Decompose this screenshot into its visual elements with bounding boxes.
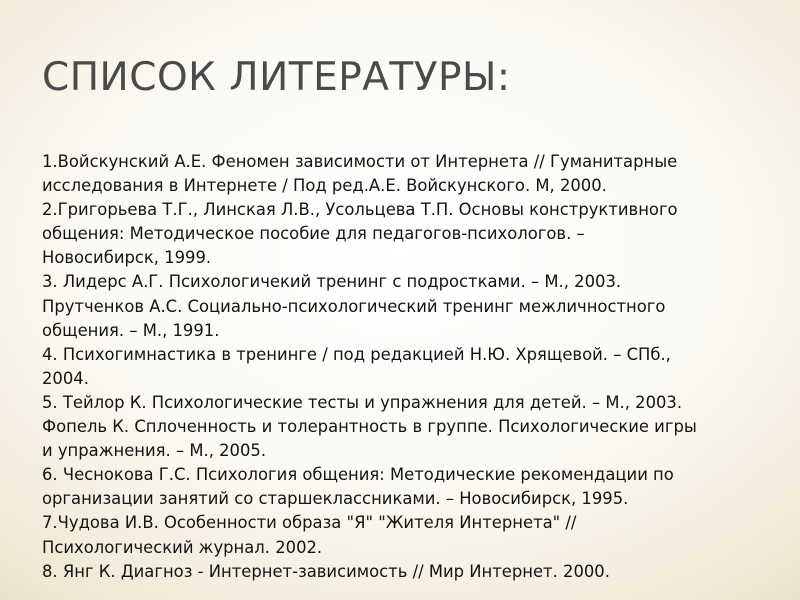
reference-line: исследования в Интернете / Под ред.А.Е. Войскунского. М, 2000. — [42, 176, 607, 196]
reference-item — [42, 150, 742, 198]
reference-line: 2004. — [42, 368, 89, 388]
reference-item — [42, 560, 742, 584]
reference-item — [42, 270, 742, 342]
reference-line: 7.Чудова И.В. Особенности образа "Я" "Жителя Интернета" // — [42, 513, 577, 533]
reference-line: 6. Чеснокова Г.С. Психология общения: Методические рекомендации по — [42, 465, 674, 485]
slide-title: СПИСОК ЛИТЕРАТУРЫ: — [42, 55, 511, 100]
reference-line: общения. – М., 1991. — [42, 320, 220, 340]
reference-line: Прутченков А.С. Социально-психологический тренинг межличностного — [42, 296, 666, 316]
reference-line: 4. Психогимнастика в тренинге / под редакцией Н.Ю. Хрящевой. – СПб., — [42, 344, 671, 364]
reference-item — [42, 463, 742, 511]
reference-item — [42, 511, 742, 559]
reference-line: 1.Войскунский А.Е. Феномен зависимости от Интернета // Гуманитарные — [42, 152, 678, 171]
reference-line: 8. Янг К. Диагноз - Интернет-зависимость // Мир Интернет. 2000. — [42, 561, 610, 581]
reference-line: Психологический журнал. 2002. — [42, 537, 323, 557]
reference-item — [42, 391, 742, 463]
reference-line: 3. Лидерс А.Г. Психологичекий тренинг с подростками. – М., 2003. — [42, 272, 622, 292]
reference-line: общения: Методическое пособие для педагогов-психологов. – — [42, 224, 585, 244]
reference-list — [42, 150, 742, 584]
reference-line: Фопель К. Сплоченность и толерантность в группе. Психологические игры — [42, 417, 697, 437]
reference-line: и упражнения. – М., 2005. — [42, 441, 267, 461]
reference-line: 5. Тейлор К. Психологические тесты и упражнения для детей. – М., 2003. — [42, 392, 683, 412]
reference-line: Новосибирск, 1999. — [42, 248, 212, 268]
reference-line: организации занятий со старшеклассниками. – Новосибирск, 1995. — [42, 489, 629, 509]
reference-item — [42, 343, 742, 391]
reference-item — [42, 198, 742, 270]
reference-line: 2.Григорьева Т.Г., Линская Л.В., Усольцева Т.П. Основы конструктивного — [42, 200, 678, 220]
